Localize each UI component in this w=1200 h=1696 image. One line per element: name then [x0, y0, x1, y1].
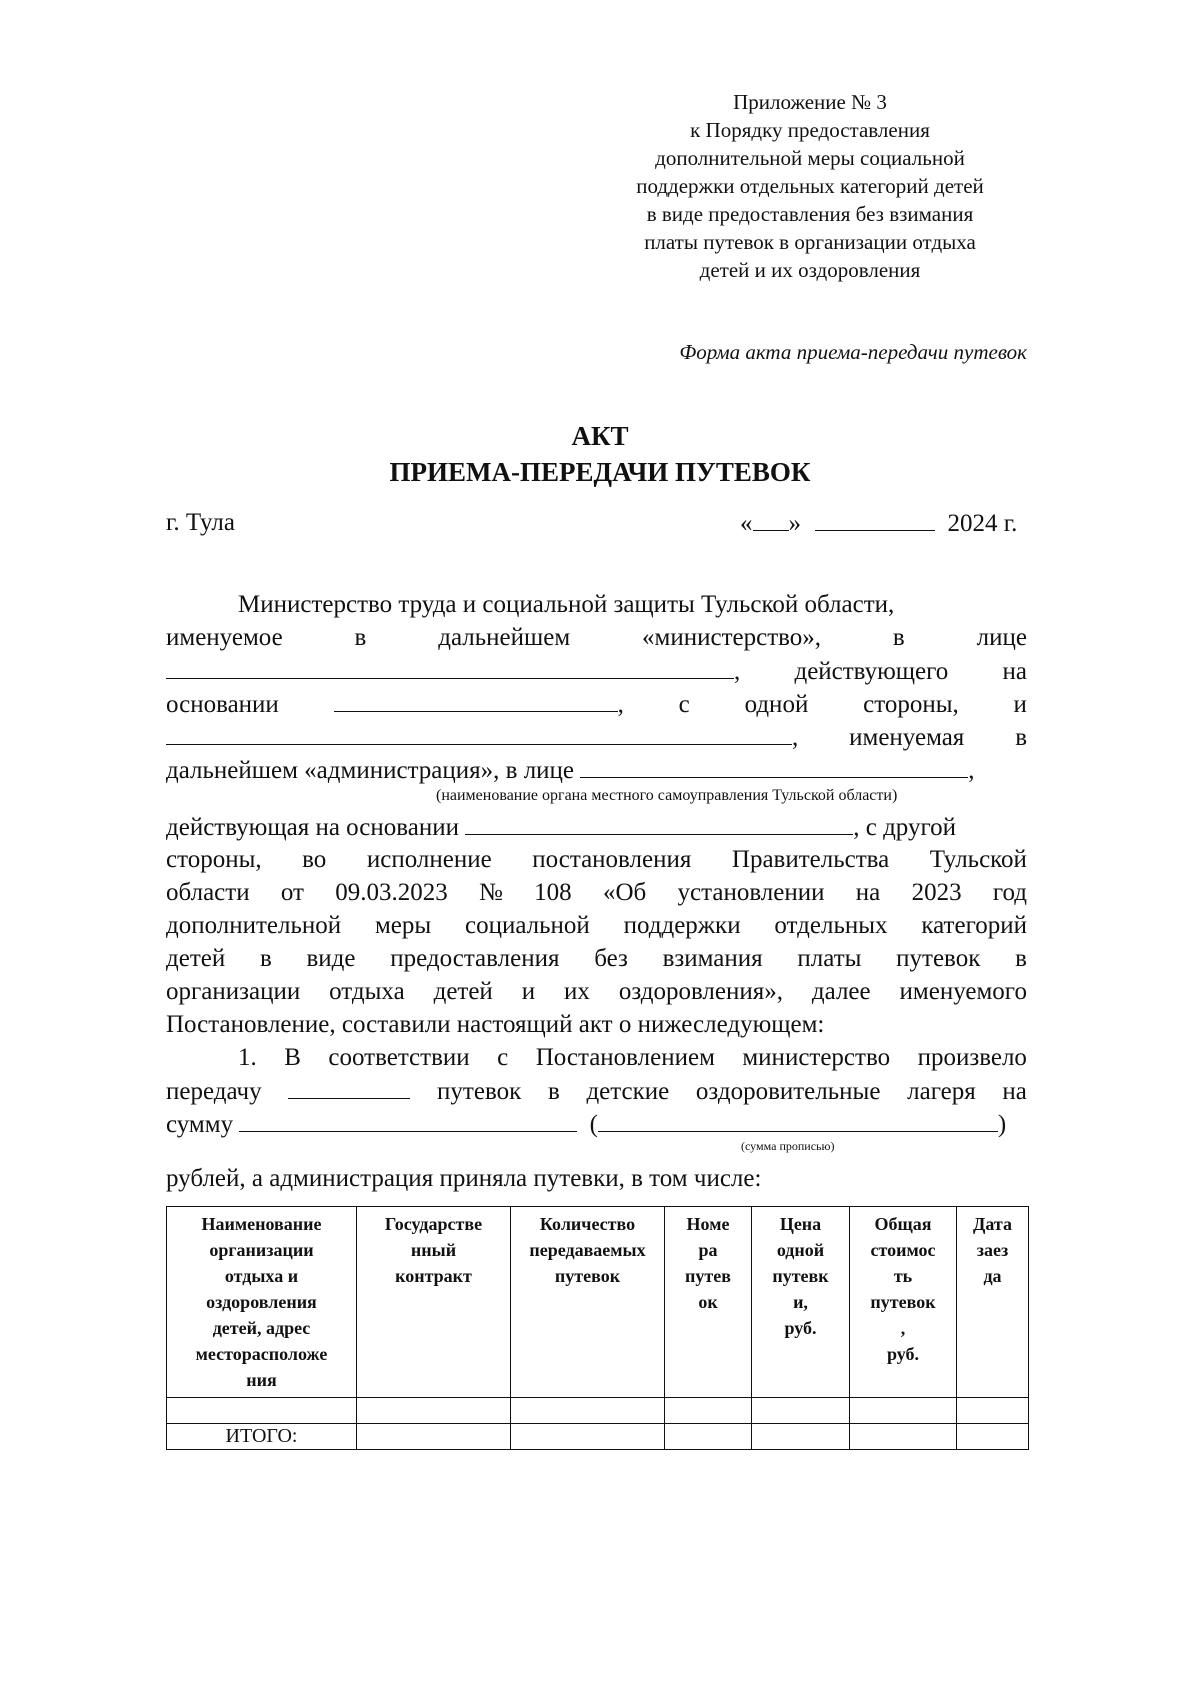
org-name-note: (наименование органа местного самоуправления Тульской области) [436, 787, 898, 804]
table-total-row [167, 1424, 1029, 1450]
act-title-line-2: ПРИЕМА-ПЕРЕДАЧИ ПУТЕВОК [389, 457, 811, 487]
body-line-8 [166, 843, 1027, 876]
word: в [547, 1078, 560, 1105]
close-paren: ) [997, 1111, 1007, 1138]
city: г. Тула [166, 509, 235, 536]
appendix-block [590, 88, 1030, 284]
word: основании [166, 691, 279, 718]
body-line-16 [166, 1107, 1027, 1140]
word: «Об [602, 879, 647, 906]
word: на [1002, 658, 1027, 685]
table-cell[interactable] [752, 1424, 850, 1450]
word: Правительства [731, 846, 890, 873]
word: передачу [166, 1078, 262, 1105]
word: 09.03.2023 [335, 879, 448, 906]
word: с [497, 1044, 509, 1071]
act-title-line-1: АКТ [571, 421, 629, 451]
word: 1. [238, 1044, 257, 1071]
word: с [678, 691, 690, 718]
word: дополнительной [166, 912, 342, 939]
total-label: ИТОГО: [167, 1424, 357, 1450]
body-line-17: рублей, а администрация приняла путевки, в том числе: [166, 1165, 762, 1192]
word: сумму [166, 1111, 234, 1138]
word: на [855, 879, 881, 906]
table-cell[interactable] [957, 1424, 1029, 1450]
word: в [354, 624, 367, 651]
word: исполнение [366, 846, 492, 873]
word: оздоровления», [618, 978, 784, 1005]
table-cell[interactable] [850, 1424, 957, 1450]
table-cell[interactable] [357, 1398, 511, 1424]
word: во [302, 846, 327, 873]
word: установлении [677, 879, 825, 906]
word: лагеря [907, 1078, 976, 1105]
word: поддержки [623, 912, 741, 939]
act-title [0, 418, 1200, 490]
body-line-1: Министерство труда и социальной защиты Тульской области, [238, 591, 895, 618]
table-cell[interactable] [357, 1424, 511, 1450]
day-field[interactable] [753, 506, 789, 531]
body-line-3 [166, 654, 1027, 687]
word: области [166, 879, 250, 906]
word: именуемого [899, 978, 1027, 1005]
appendix-line: к Порядку предоставления [690, 118, 930, 142]
word: путевок [896, 945, 981, 972]
word: произвело [917, 1044, 1027, 1071]
word: именуемая [849, 724, 965, 751]
body-line-15 [166, 1074, 1027, 1107]
word: действующего [794, 658, 949, 685]
word: и [521, 978, 536, 1005]
body-line-2 [166, 621, 1027, 654]
organization-field-wrap [166, 720, 798, 754]
word: предоставления [390, 945, 560, 972]
appendix-line: поддержки отдельных категорий детей [636, 174, 984, 198]
body-line-6 [166, 753, 1027, 786]
appendix-line: в виде предоставления без взимания [646, 202, 974, 226]
word: «министерство», [642, 624, 822, 651]
word: дальнейшем [438, 624, 571, 651]
table-header-row [167, 1207, 1029, 1398]
word: № [479, 879, 503, 906]
word: детей [433, 978, 493, 1005]
organization-field[interactable] [166, 720, 792, 745]
word: год [992, 879, 1027, 906]
admin-representative-field[interactable] [580, 753, 968, 778]
body-line-9 [166, 876, 1027, 909]
word: взимания [662, 945, 763, 972]
word: постановления [532, 846, 692, 873]
word: организации [166, 978, 301, 1005]
word: детей [166, 945, 226, 972]
word: стороны, [863, 691, 959, 718]
word: оздоровительные [695, 1078, 881, 1105]
admin-basis-field[interactable] [465, 810, 853, 835]
col-header-organization: Наименование организации отдыха и оздоровления детей, адрес месторасположе ния [167, 1207, 357, 1398]
body-line-13: Постановление, составили настоящий акт о нижеследующем: [166, 1011, 825, 1038]
date-close-quote: » [788, 510, 801, 537]
open-paren: ( [589, 1111, 598, 1138]
word: далее [811, 978, 871, 1005]
body-line-14 [238, 1041, 1027, 1074]
word: виде [306, 945, 356, 972]
word: платы [797, 945, 862, 972]
col-header-total-cost: Общая стоимос ть путевок , руб. [850, 1207, 957, 1398]
word: 2023 [911, 879, 962, 906]
voucher-count-field[interactable] [288, 1074, 410, 1099]
col-header-numbers: Номе ра путев ок [665, 1207, 752, 1398]
comma: , [792, 724, 799, 751]
word: меры [374, 912, 432, 939]
word: соответствии [328, 1044, 470, 1071]
word: отдыха [329, 978, 405, 1005]
body-line-4 [166, 687, 1027, 720]
col-header-unit-price: Цена одной путевк и, руб. [752, 1207, 850, 1398]
sum-words-field[interactable] [598, 1107, 998, 1132]
body-line-12 [166, 975, 1027, 1008]
word: в [892, 624, 905, 651]
word: детские [586, 1078, 670, 1105]
comma: , [734, 658, 741, 685]
sum-digits-field[interactable] [239, 1107, 577, 1132]
appendix-line: Приложение № 3 [733, 90, 887, 114]
table-cell[interactable] [511, 1424, 665, 1450]
body-line-11 [166, 942, 1027, 975]
word: лице [976, 624, 1027, 651]
basis-field[interactable] [334, 687, 618, 712]
word: путевок [437, 1078, 522, 1105]
month-field[interactable] [815, 506, 935, 531]
basis-field-wrap [334, 687, 624, 721]
vouchers-table [166, 1206, 1029, 1450]
table-cell[interactable] [957, 1398, 1029, 1424]
table-cell[interactable] [167, 1398, 357, 1424]
sum-in-words-note: (сумма прописью) [741, 1139, 835, 1153]
table-row [167, 1398, 1029, 1424]
word: их [564, 978, 590, 1005]
col-header-arrival-date: Дата заез да [957, 1207, 1029, 1398]
text: , с другой [853, 814, 956, 841]
table-cell[interactable] [665, 1424, 752, 1450]
word: от [280, 879, 304, 906]
word: В [284, 1044, 301, 1071]
table-cell[interactable] [752, 1398, 850, 1424]
representative-field[interactable] [166, 654, 734, 679]
comma: , [617, 691, 624, 718]
date-block [740, 506, 1017, 540]
appendix-line: детей и их оздоровления [699, 258, 921, 282]
body-line-10 [166, 909, 1027, 942]
appendix-line: платы путевок в организации отдыха [644, 230, 976, 254]
word: в [1015, 945, 1027, 972]
date-open-quote: « [740, 510, 753, 537]
representative-field-wrap [166, 654, 740, 688]
body-line-5 [166, 720, 1027, 753]
word: министерство [742, 1044, 891, 1071]
text: дальнейшем «администрация», в лице [166, 757, 575, 784]
form-title: Форма акта приема-передачи путевок [679, 340, 1027, 364]
word: стороны, [166, 846, 262, 873]
table-cell[interactable] [511, 1398, 665, 1424]
text: действующая на основании [166, 814, 459, 841]
word: Тульской [929, 846, 1027, 873]
word: 108 [534, 879, 572, 906]
word: в [1015, 724, 1027, 751]
word: Постановлением [535, 1044, 715, 1071]
word: без [594, 945, 628, 972]
table-cell[interactable] [665, 1398, 752, 1424]
body-line-7 [166, 810, 1027, 843]
word: именуемое [166, 624, 283, 651]
word: в [259, 945, 272, 972]
comma: , [968, 757, 975, 784]
col-header-quantity: Количество передаваемых путевок [511, 1207, 665, 1398]
table-cell[interactable] [850, 1398, 957, 1424]
word: социальной [464, 912, 590, 939]
word: категорий [921, 912, 1027, 939]
word: отдельных [774, 912, 888, 939]
year: 2024 г. [947, 510, 1018, 537]
word: одной [744, 691, 809, 718]
col-header-contract: Государстве нный контракт [357, 1207, 511, 1398]
place-date-line [166, 506, 1027, 539]
word: на [1002, 1078, 1027, 1105]
word: и [1013, 691, 1027, 718]
appendix-line: дополнительной меры социальной [655, 146, 965, 170]
